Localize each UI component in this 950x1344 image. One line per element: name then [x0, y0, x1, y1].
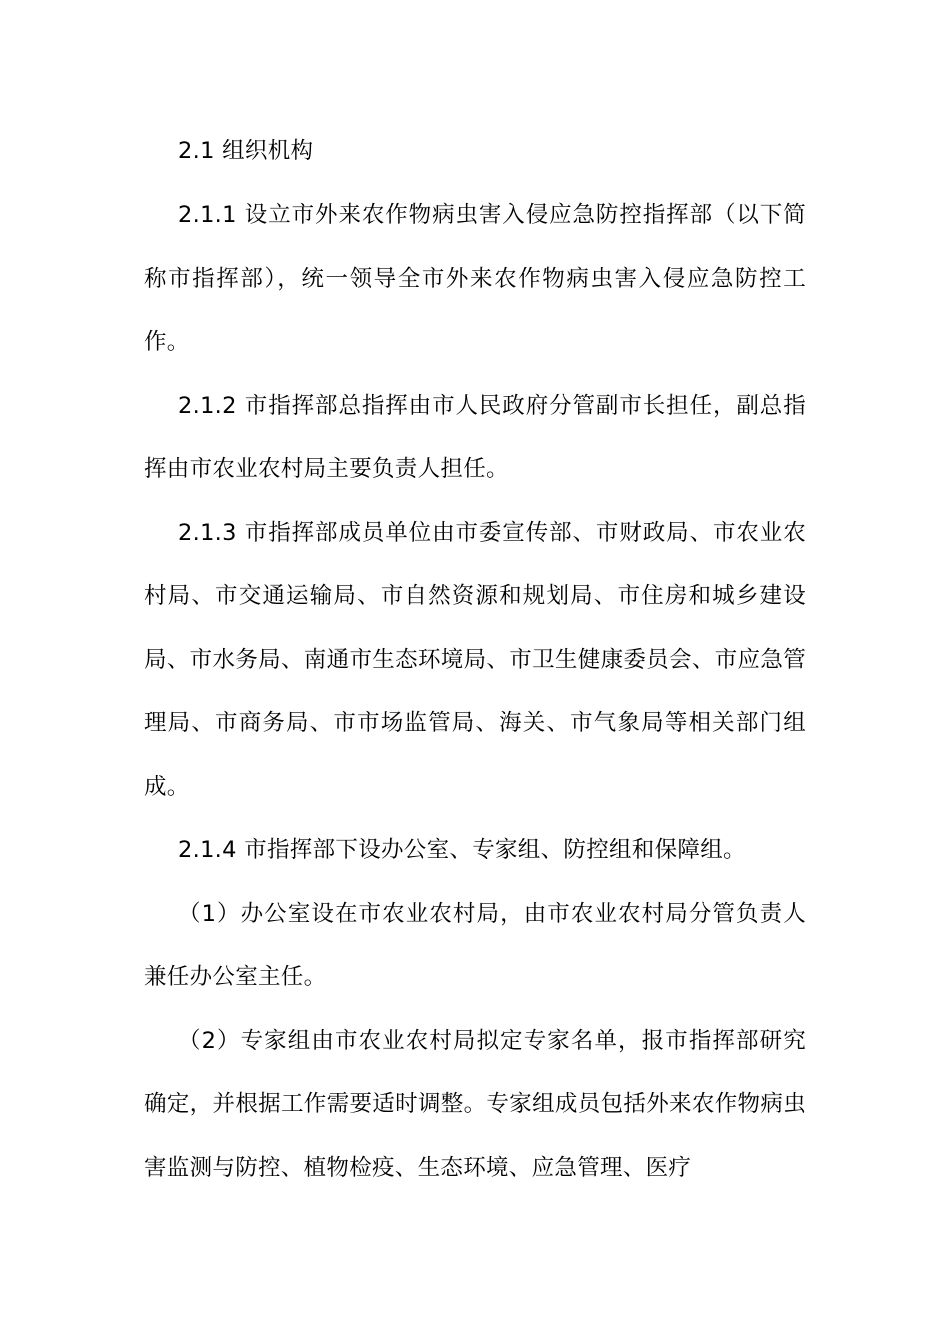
- section-heading: 2.1 组织机构: [178, 138, 314, 164]
- paragraph-item-2: （2）专家组由市农业农村局拟定专家名单，报市指挥部研究确定，并根据工作需要适时调整。专家组成员包括外来农作物病虫害监测与防控、植物检疫、生态环境、应急管理、医疗: [144, 1027, 806, 1181]
- paragraph-2-1-1: 2.1.1 设立市外来农作物病虫害入侵应急防控指挥部（以下简称市指挥部），统一领导全市外来农作物病虫害入侵应急防控工作。: [144, 202, 806, 355]
- paragraph-2-1-3: 2.1.3 市指挥部成员单位由市委宣传部、市财政局、市农业农村局、市交通运输局、市自然资源和规划局、市住房和城乡建设局、市水务局、南通市生态环境局、市卫生健康委员会、市应急管理局、市商务局、市市场监管局、海关、市气象局等相关部门组成。: [144, 519, 806, 800]
- document-page: [144, 126, 806, 1200]
- paragraph-2-1-4: 2.1.4 市指挥部下设办公室、专家组、防控组和保障组。: [178, 837, 746, 863]
- paragraph-item-1: （1）办公室设在市农业农村局，由市农业农村局分管负责人兼任办公室主任。: [144, 900, 806, 990]
- paragraph-2-1-2: 2.1.2 市指挥部总指挥由市人民政府分管副市长担任，副总指挥由市农业农村局主要负责人担任。: [144, 392, 806, 482]
